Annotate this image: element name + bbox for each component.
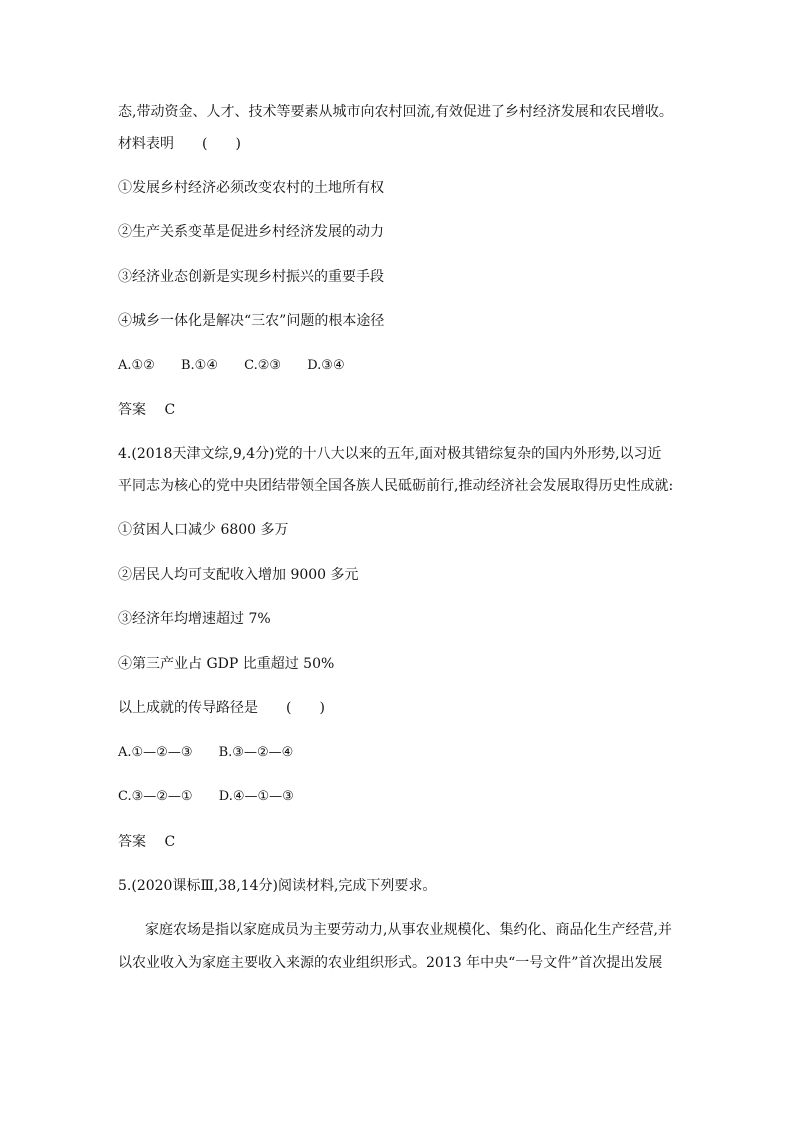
q3-option-d: D.③④ <box>307 358 345 373</box>
q4-answer-label: 答案 <box>118 834 146 850</box>
q4-option-b: B.③—②—④ <box>218 745 294 760</box>
q4-stem-line-2: 平同志为核心的党中央团结带领全国各族人民砥砺前行,推动经济社会发展取得历史性成就: <box>118 478 674 494</box>
q3-answer <box>118 400 688 420</box>
q4-option-c: C.③—②—① <box>118 789 193 804</box>
q4-answer-value: C <box>164 834 176 850</box>
q4-prompt: 以上成就的传导路径是 ( ) <box>118 700 325 716</box>
q4-statement-4: ④第三产业占 GDP 比重超过 50% <box>118 656 335 672</box>
q4-options-row-2 <box>118 787 316 807</box>
q4-statement-3: ③经济年均增速超过 7% <box>118 611 271 627</box>
q4-stem-line-1: 4.(2018天津文综,9,4分)党的十八大以来的五年,面对极其错综复杂的国内外形势,以习近 <box>118 446 662 462</box>
q5-paragraph-line-1: 家庭农场是指以家庭成员为主要劳动力,从事农业规模化、集约化、商品化生产经营,并 <box>145 922 672 938</box>
q3-option-c: C.②③ <box>244 358 282 373</box>
q3-statement-4: ④城乡一体化是解决“三农”问题的根本途径 <box>118 313 385 329</box>
q3-statement-1: ①发展乡村经济必须改变农村的土地所有权 <box>118 180 384 196</box>
q3-option-b: B.①④ <box>180 358 218 373</box>
q3-option-a: A.①② <box>118 358 155 373</box>
q4-option-a: A.①—②—③ <box>118 745 193 760</box>
q3-answer-label: 答案 <box>118 402 146 418</box>
q4-statement-1: ①贫困人口减少 6800 多万 <box>118 522 289 538</box>
q4-option-d: D.④—①—③ <box>218 789 294 804</box>
q3-answer-value: C <box>164 402 176 418</box>
q4-statement-2: ②居民人均可支配收入增加 9000 多元 <box>118 567 359 583</box>
q4-answer <box>118 832 688 852</box>
q3-prompt: 材料表明 ( ) <box>118 136 241 152</box>
q3-statement-3: ③经济业态创新是实现乡村振兴的重要手段 <box>118 269 384 285</box>
q4-options-row-1 <box>118 743 315 763</box>
q3-statement-2: ②生产关系变革是促进乡村经济发展的动力 <box>118 224 384 240</box>
q3-options <box>118 356 367 376</box>
q3-stem-tail: 态,带动资金、人才、技术等要素从城市向农村回流,有效促进了乡村经济发展和农民增收。 <box>118 104 673 120</box>
q5-paragraph-line-2: 以农业收入为家庭主要收入来源的农业组织形式。2013 年中央“一号文件”首次提出发展 <box>118 955 663 971</box>
q5-stem: 5.(2020课标Ⅲ,38,14分)阅读材料,完成下列要求。 <box>118 878 437 894</box>
